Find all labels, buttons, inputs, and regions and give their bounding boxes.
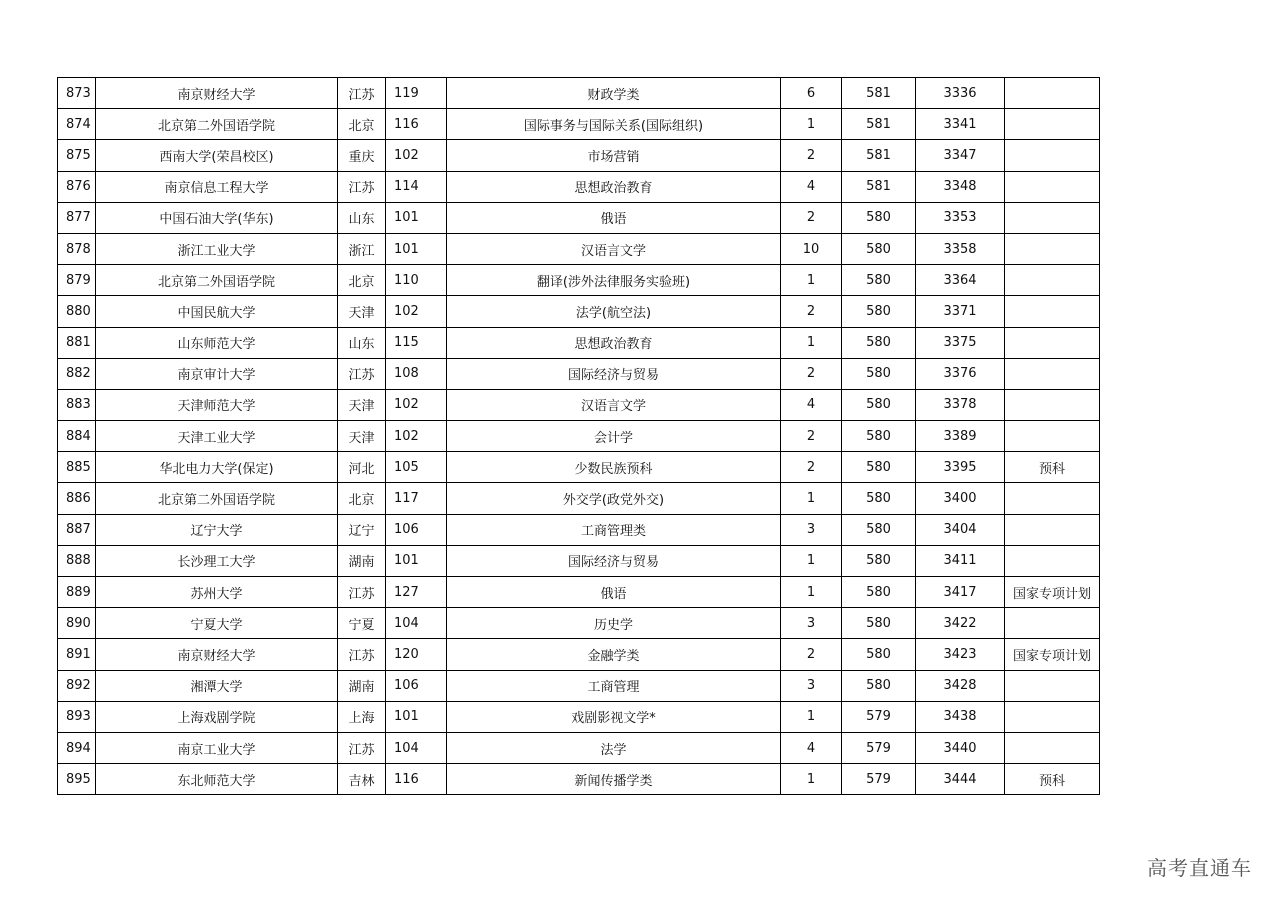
min-score-cell: 580 bbox=[842, 670, 916, 701]
row-index-cell: 877 bbox=[58, 202, 96, 233]
min-score-cell: 580 bbox=[842, 327, 916, 358]
remark-cell bbox=[1005, 233, 1100, 264]
remark-cell bbox=[1005, 389, 1100, 420]
row-index-cell: 886 bbox=[58, 483, 96, 514]
major-name-cell: 戏剧影视文学* bbox=[447, 701, 781, 732]
remark-cell: 预科 bbox=[1005, 452, 1100, 483]
row-index-cell: 876 bbox=[58, 171, 96, 202]
major-code-cell: 104 bbox=[386, 608, 447, 639]
row-index-cell: 889 bbox=[58, 577, 96, 608]
school-name-cell: 浙江工业大学 bbox=[96, 233, 338, 264]
major-code-cell: 119 bbox=[386, 78, 447, 109]
min-score-cell: 581 bbox=[842, 109, 916, 140]
row-index-cell: 887 bbox=[58, 514, 96, 545]
major-code-cell: 117 bbox=[386, 483, 447, 514]
plan-count-cell: 1 bbox=[781, 109, 842, 140]
province-cell: 江苏 bbox=[338, 577, 386, 608]
major-name-cell: 翻译(涉外法律服务实验班) bbox=[447, 265, 781, 296]
school-name-cell: 华北电力大学(保定) bbox=[96, 452, 338, 483]
province-cell: 天津 bbox=[338, 389, 386, 420]
major-name-cell: 国际经济与贸易 bbox=[447, 358, 781, 389]
province-cell: 天津 bbox=[338, 296, 386, 327]
min-score-cell: 579 bbox=[842, 764, 916, 795]
major-code-cell: 101 bbox=[386, 233, 447, 264]
table-row bbox=[58, 78, 1100, 109]
major-name-cell: 财政学类 bbox=[447, 78, 781, 109]
province-cell: 江苏 bbox=[338, 732, 386, 763]
table-row bbox=[58, 483, 1100, 514]
min-score-cell: 580 bbox=[842, 233, 916, 264]
major-name-cell: 市场营销 bbox=[447, 140, 781, 171]
row-index-cell: 878 bbox=[58, 233, 96, 264]
remark-cell bbox=[1005, 265, 1100, 296]
min-score-cell: 580 bbox=[842, 483, 916, 514]
school-name-cell: 北京第二外国语学院 bbox=[96, 483, 338, 514]
table-row bbox=[58, 732, 1100, 763]
table-row bbox=[58, 327, 1100, 358]
province-cell: 上海 bbox=[338, 701, 386, 732]
school-name-cell: 长沙理工大学 bbox=[96, 545, 338, 576]
major-code-cell: 102 bbox=[386, 389, 447, 420]
remark-cell bbox=[1005, 701, 1100, 732]
province-cell: 山东 bbox=[338, 202, 386, 233]
min-rank-cell: 3376 bbox=[916, 358, 1005, 389]
major-name-cell: 汉语言文学 bbox=[447, 233, 781, 264]
major-code-cell: 114 bbox=[386, 171, 447, 202]
min-rank-cell: 3347 bbox=[916, 140, 1005, 171]
major-name-cell: 工商管理 bbox=[447, 670, 781, 701]
plan-count-cell: 1 bbox=[781, 483, 842, 514]
plan-count-cell: 1 bbox=[781, 265, 842, 296]
table-row bbox=[58, 639, 1100, 670]
remark-cell bbox=[1005, 327, 1100, 358]
row-index-cell: 881 bbox=[58, 327, 96, 358]
province-cell: 北京 bbox=[338, 265, 386, 296]
remark-cell: 国家专项计划 bbox=[1005, 639, 1100, 670]
plan-count-cell: 2 bbox=[781, 202, 842, 233]
row-index-cell: 890 bbox=[58, 608, 96, 639]
min-score-cell: 580 bbox=[842, 545, 916, 576]
province-cell: 山东 bbox=[338, 327, 386, 358]
province-cell: 辽宁 bbox=[338, 514, 386, 545]
major-code-cell: 101 bbox=[386, 701, 447, 732]
table-row bbox=[58, 265, 1100, 296]
major-code-cell: 101 bbox=[386, 545, 447, 576]
plan-count-cell: 2 bbox=[781, 140, 842, 171]
major-code-cell: 116 bbox=[386, 109, 447, 140]
row-index-cell: 874 bbox=[58, 109, 96, 140]
row-index-cell: 880 bbox=[58, 296, 96, 327]
min-rank-cell: 3438 bbox=[916, 701, 1005, 732]
plan-count-cell: 1 bbox=[781, 545, 842, 576]
school-name-cell: 北京第二外国语学院 bbox=[96, 265, 338, 296]
major-name-cell: 俄语 bbox=[447, 202, 781, 233]
row-index-cell: 892 bbox=[58, 670, 96, 701]
major-code-cell: 110 bbox=[386, 265, 447, 296]
province-cell: 天津 bbox=[338, 421, 386, 452]
school-name-cell: 上海戏剧学院 bbox=[96, 701, 338, 732]
remark-cell bbox=[1005, 670, 1100, 701]
table-row bbox=[58, 202, 1100, 233]
plan-count-cell: 3 bbox=[781, 514, 842, 545]
province-cell: 江苏 bbox=[338, 639, 386, 670]
min-score-cell: 580 bbox=[842, 577, 916, 608]
school-name-cell: 北京第二外国语学院 bbox=[96, 109, 338, 140]
province-cell: 宁夏 bbox=[338, 608, 386, 639]
major-name-cell: 俄语 bbox=[447, 577, 781, 608]
min-score-cell: 580 bbox=[842, 452, 916, 483]
school-name-cell: 南京财经大学 bbox=[96, 639, 338, 670]
province-cell: 湖南 bbox=[338, 670, 386, 701]
major-name-cell: 会计学 bbox=[447, 421, 781, 452]
row-index-cell: 891 bbox=[58, 639, 96, 670]
province-cell: 北京 bbox=[338, 483, 386, 514]
remark-cell bbox=[1005, 78, 1100, 109]
major-name-cell: 工商管理类 bbox=[447, 514, 781, 545]
watermark-text: 高考直通车 bbox=[1147, 856, 1252, 880]
min-score-cell: 580 bbox=[842, 389, 916, 420]
province-cell: 河北 bbox=[338, 452, 386, 483]
school-name-cell: 南京财经大学 bbox=[96, 78, 338, 109]
plan-count-cell: 2 bbox=[781, 358, 842, 389]
min-rank-cell: 3336 bbox=[916, 78, 1005, 109]
table-row bbox=[58, 233, 1100, 264]
row-index-cell: 885 bbox=[58, 452, 96, 483]
plan-count-cell: 2 bbox=[781, 452, 842, 483]
min-score-cell: 580 bbox=[842, 639, 916, 670]
row-index-cell: 888 bbox=[58, 545, 96, 576]
plan-count-cell: 1 bbox=[781, 577, 842, 608]
major-name-cell: 外交学(政党外交) bbox=[447, 483, 781, 514]
row-index-cell: 882 bbox=[58, 358, 96, 389]
table-row bbox=[58, 670, 1100, 701]
table-row bbox=[58, 514, 1100, 545]
min-rank-cell: 3411 bbox=[916, 545, 1005, 576]
plan-count-cell: 2 bbox=[781, 421, 842, 452]
table-row bbox=[58, 358, 1100, 389]
major-code-cell: 120 bbox=[386, 639, 447, 670]
table-row bbox=[58, 171, 1100, 202]
min-rank-cell: 3341 bbox=[916, 109, 1005, 140]
province-cell: 江苏 bbox=[338, 171, 386, 202]
table-row bbox=[58, 764, 1100, 795]
major-name-cell: 思想政治教育 bbox=[447, 327, 781, 358]
major-code-cell: 108 bbox=[386, 358, 447, 389]
min-rank-cell: 3395 bbox=[916, 452, 1005, 483]
table-row bbox=[58, 545, 1100, 576]
table-row bbox=[58, 452, 1100, 483]
row-index-cell: 879 bbox=[58, 265, 96, 296]
table-body bbox=[58, 78, 1100, 795]
min-rank-cell: 3404 bbox=[916, 514, 1005, 545]
plan-count-cell: 1 bbox=[781, 701, 842, 732]
min-score-cell: 580 bbox=[842, 608, 916, 639]
major-code-cell: 116 bbox=[386, 764, 447, 795]
major-name-cell: 国际经济与贸易 bbox=[447, 545, 781, 576]
school-name-cell: 西南大学(荣昌校区) bbox=[96, 140, 338, 171]
row-index-cell: 883 bbox=[58, 389, 96, 420]
min-score-cell: 579 bbox=[842, 732, 916, 763]
min-rank-cell: 3400 bbox=[916, 483, 1005, 514]
remark-cell bbox=[1005, 296, 1100, 327]
admission-score-table bbox=[57, 77, 1100, 795]
school-name-cell: 湘潭大学 bbox=[96, 670, 338, 701]
major-code-cell: 106 bbox=[386, 514, 447, 545]
remark-cell bbox=[1005, 202, 1100, 233]
plan-count-cell: 2 bbox=[781, 296, 842, 327]
school-name-cell: 南京工业大学 bbox=[96, 732, 338, 763]
plan-count-cell: 2 bbox=[781, 639, 842, 670]
remark-cell bbox=[1005, 421, 1100, 452]
min-rank-cell: 3428 bbox=[916, 670, 1005, 701]
table-row bbox=[58, 577, 1100, 608]
remark-cell bbox=[1005, 608, 1100, 639]
major-code-cell: 115 bbox=[386, 327, 447, 358]
major-code-cell: 102 bbox=[386, 421, 447, 452]
major-name-cell: 历史学 bbox=[447, 608, 781, 639]
major-code-cell: 104 bbox=[386, 732, 447, 763]
min-rank-cell: 3417 bbox=[916, 577, 1005, 608]
remark-cell bbox=[1005, 483, 1100, 514]
major-name-cell: 新闻传播学类 bbox=[447, 764, 781, 795]
table-row bbox=[58, 140, 1100, 171]
row-index-cell: 894 bbox=[58, 732, 96, 763]
row-index-cell: 893 bbox=[58, 701, 96, 732]
remark-cell: 国家专项计划 bbox=[1005, 577, 1100, 608]
row-index-cell: 873 bbox=[58, 78, 96, 109]
min-rank-cell: 3378 bbox=[916, 389, 1005, 420]
remark-cell bbox=[1005, 358, 1100, 389]
school-name-cell: 天津工业大学 bbox=[96, 421, 338, 452]
major-name-cell: 法学(航空法) bbox=[447, 296, 781, 327]
province-cell: 吉林 bbox=[338, 764, 386, 795]
remark-cell bbox=[1005, 109, 1100, 140]
min-rank-cell: 3444 bbox=[916, 764, 1005, 795]
table-row bbox=[58, 608, 1100, 639]
row-index-cell: 875 bbox=[58, 140, 96, 171]
plan-count-cell: 10 bbox=[781, 233, 842, 264]
min-score-cell: 580 bbox=[842, 514, 916, 545]
min-score-cell: 579 bbox=[842, 701, 916, 732]
min-rank-cell: 3353 bbox=[916, 202, 1005, 233]
major-name-cell: 国际事务与国际关系(国际组织) bbox=[447, 109, 781, 140]
min-rank-cell: 3422 bbox=[916, 608, 1005, 639]
major-code-cell: 105 bbox=[386, 452, 447, 483]
major-name-cell: 少数民族预科 bbox=[447, 452, 781, 483]
plan-count-cell: 3 bbox=[781, 670, 842, 701]
plan-count-cell: 3 bbox=[781, 608, 842, 639]
min-score-cell: 581 bbox=[842, 78, 916, 109]
school-name-cell: 苏州大学 bbox=[96, 577, 338, 608]
major-code-cell: 127 bbox=[386, 577, 447, 608]
min-score-cell: 580 bbox=[842, 421, 916, 452]
table-row bbox=[58, 389, 1100, 420]
plan-count-cell: 4 bbox=[781, 389, 842, 420]
remark-cell bbox=[1005, 140, 1100, 171]
min-score-cell: 580 bbox=[842, 202, 916, 233]
min-score-cell: 581 bbox=[842, 140, 916, 171]
min-rank-cell: 3371 bbox=[916, 296, 1005, 327]
major-code-cell: 102 bbox=[386, 296, 447, 327]
major-code-cell: 102 bbox=[386, 140, 447, 171]
school-name-cell: 天津师范大学 bbox=[96, 389, 338, 420]
school-name-cell: 辽宁大学 bbox=[96, 514, 338, 545]
remark-cell: 预科 bbox=[1005, 764, 1100, 795]
major-name-cell: 汉语言文学 bbox=[447, 389, 781, 420]
min-rank-cell: 3348 bbox=[916, 171, 1005, 202]
school-name-cell: 东北师范大学 bbox=[96, 764, 338, 795]
province-cell: 重庆 bbox=[338, 140, 386, 171]
min-rank-cell: 3423 bbox=[916, 639, 1005, 670]
province-cell: 江苏 bbox=[338, 78, 386, 109]
remark-cell bbox=[1005, 514, 1100, 545]
remark-cell bbox=[1005, 732, 1100, 763]
min-score-cell: 580 bbox=[842, 296, 916, 327]
min-score-cell: 581 bbox=[842, 171, 916, 202]
min-rank-cell: 3358 bbox=[916, 233, 1005, 264]
table-row bbox=[58, 109, 1100, 140]
row-index-cell: 895 bbox=[58, 764, 96, 795]
remark-cell bbox=[1005, 545, 1100, 576]
major-code-cell: 101 bbox=[386, 202, 447, 233]
major-name-cell: 金融学类 bbox=[447, 639, 781, 670]
table-row bbox=[58, 296, 1100, 327]
min-rank-cell: 3375 bbox=[916, 327, 1005, 358]
min-rank-cell: 3389 bbox=[916, 421, 1005, 452]
school-name-cell: 宁夏大学 bbox=[96, 608, 338, 639]
major-name-cell: 法学 bbox=[447, 732, 781, 763]
school-name-cell: 中国民航大学 bbox=[96, 296, 338, 327]
major-code-cell: 106 bbox=[386, 670, 447, 701]
remark-cell bbox=[1005, 171, 1100, 202]
plan-count-cell: 1 bbox=[781, 327, 842, 358]
school-name-cell: 山东师范大学 bbox=[96, 327, 338, 358]
min-rank-cell: 3440 bbox=[916, 732, 1005, 763]
plan-count-cell: 6 bbox=[781, 78, 842, 109]
min-score-cell: 580 bbox=[842, 265, 916, 296]
school-name-cell: 南京信息工程大学 bbox=[96, 171, 338, 202]
major-name-cell: 思想政治教育 bbox=[447, 171, 781, 202]
plan-count-cell: 4 bbox=[781, 171, 842, 202]
table-row bbox=[58, 421, 1100, 452]
province-cell: 北京 bbox=[338, 109, 386, 140]
school-name-cell: 南京审计大学 bbox=[96, 358, 338, 389]
min-rank-cell: 3364 bbox=[916, 265, 1005, 296]
school-name-cell: 中国石油大学(华东) bbox=[96, 202, 338, 233]
province-cell: 浙江 bbox=[338, 233, 386, 264]
province-cell: 湖南 bbox=[338, 545, 386, 576]
row-index-cell: 884 bbox=[58, 421, 96, 452]
table-row bbox=[58, 701, 1100, 732]
province-cell: 江苏 bbox=[338, 358, 386, 389]
plan-count-cell: 1 bbox=[781, 764, 842, 795]
min-score-cell: 580 bbox=[842, 358, 916, 389]
plan-count-cell: 4 bbox=[781, 732, 842, 763]
